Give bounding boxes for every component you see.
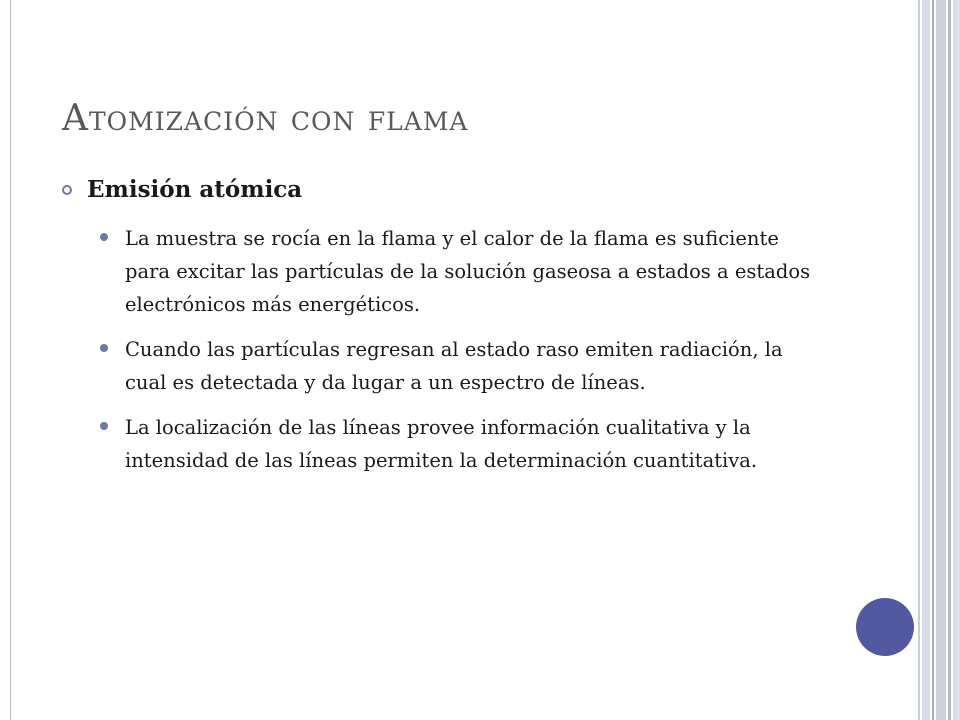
dot-bullet-icon bbox=[100, 344, 108, 352]
bullet-list bbox=[100, 222, 820, 489]
decorative-circle bbox=[856, 598, 914, 656]
list-item bbox=[100, 222, 820, 321]
right-decorative-stripe bbox=[936, 0, 946, 720]
bullet-text: Cuando las partículas regresan al estado raso emiten radiación, la cual es detectada y da lugar a un espectro de líneas. bbox=[125, 338, 783, 394]
right-decorative-stripe bbox=[948, 0, 951, 720]
left-border-line bbox=[10, 0, 11, 720]
heading-row bbox=[62, 176, 302, 203]
dot-bullet-icon bbox=[100, 233, 108, 241]
section-heading: Emisión atómica bbox=[87, 176, 303, 203]
right-decorative-stripe bbox=[922, 0, 930, 720]
dot-bullet-icon bbox=[100, 422, 108, 430]
ring-bullet-icon bbox=[62, 185, 72, 195]
right-decorative-stripe bbox=[953, 0, 960, 720]
right-decorative-stripe bbox=[932, 0, 934, 720]
bullet-text: La muestra se rocía en la flama y el calor de la flama es suficiente para excitar las partículas de la solución gaseosa a estados a estados electrónicos más energéticos. bbox=[125, 227, 811, 316]
bullet-text: La localización de las líneas provee información cualitativa y la intensidad de las líneas permiten la determinación cuantitativa. bbox=[125, 416, 758, 472]
list-item bbox=[100, 333, 820, 399]
list-item bbox=[100, 411, 820, 477]
slide-title: Atomización con flama bbox=[62, 98, 469, 139]
right-decorative-stripe bbox=[918, 0, 920, 720]
